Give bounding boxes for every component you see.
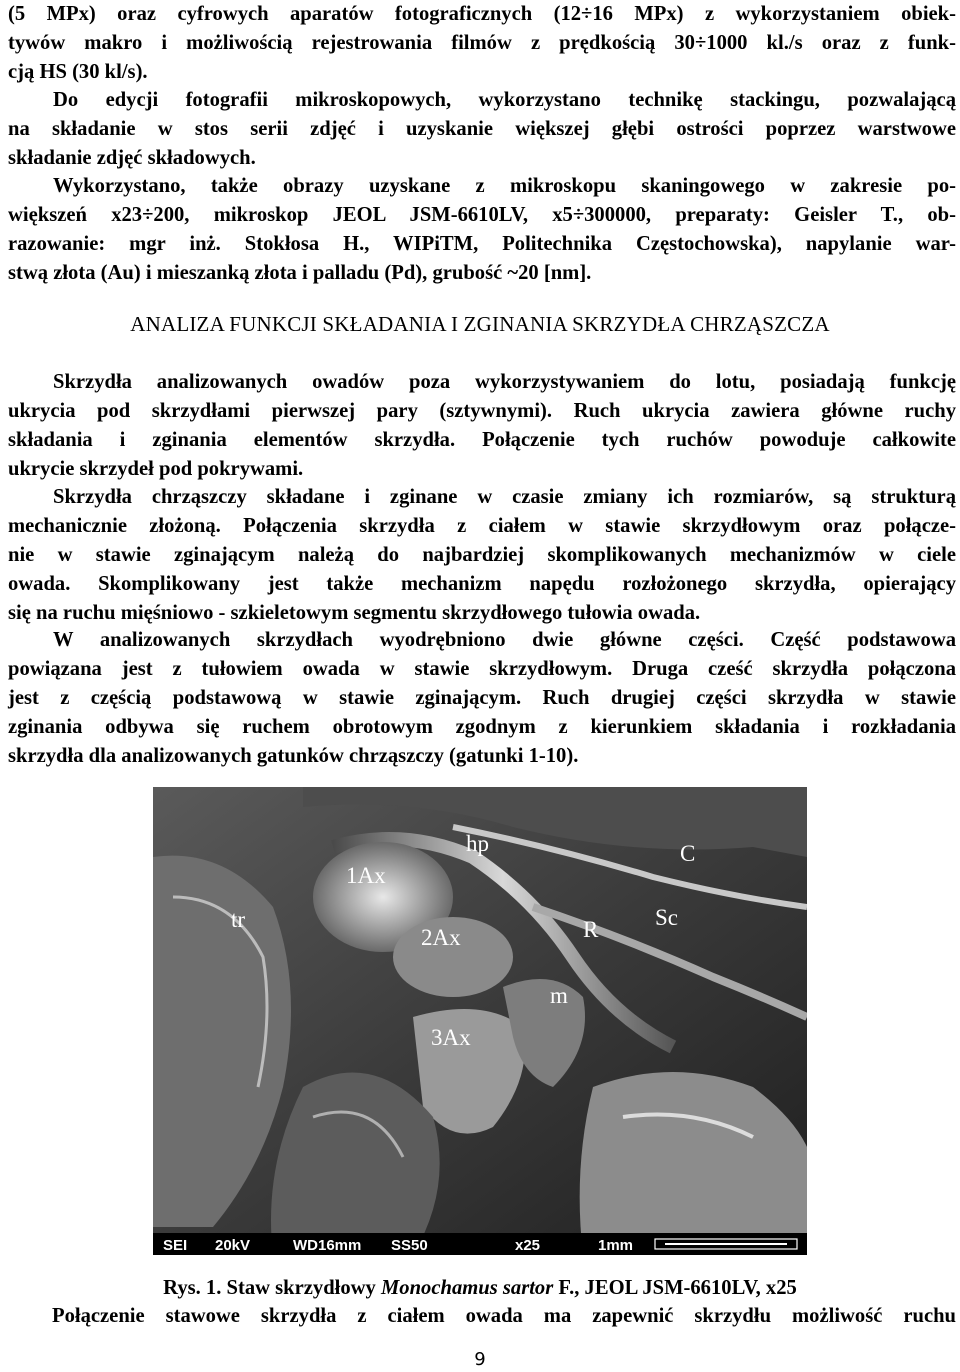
text-line: jest z częścią podstawową w stawie zginającym. Ruch drugiej części skrzydła w stawie <box>8 686 956 709</box>
figure-caption <box>0 1277 960 1300</box>
text-line: cją HS (30 kl/s). <box>8 60 148 83</box>
text-line: Skrzydła chrząszczy składane i zginane w czasie zmiany ich rozmiarów, są strukturą <box>53 486 956 508</box>
label-3ax: 3Ax <box>431 1025 471 1050</box>
label-r: R <box>583 917 599 942</box>
paragraph-3 <box>8 626 956 771</box>
paragraph-2 <box>8 483 956 628</box>
text-line: tywów makro i możliwością rejestrowania filmów z prędkością 30÷1000 kl./s oraz z funk- <box>8 31 956 54</box>
text-line: składanie zdjęć składowych. <box>8 146 256 169</box>
caption-species: Monochamus sartor <box>381 1277 554 1299</box>
text-line: razowanie: mgr inż. Stokłosa H., WIPiTM, Politechnika Częstochowska), napylanie war- <box>8 232 956 255</box>
info-mode: SEI <box>163 1237 188 1254</box>
label-m: m <box>550 983 568 1008</box>
text-line: Do edycji fotografii mikroskopowych, wykorzystano technikę stackingu, pozwalającą <box>53 89 956 111</box>
text-line: owada. Skomplikowany jest także mechanizm napędu rozłożonego skrzydła, opierający <box>8 572 956 595</box>
label-c: C <box>680 841 696 866</box>
text-line: (5 MPx) oraz cyfrowych aparatów fotograficznych (12÷16 MPx) z wykorzystaniem obiek- <box>8 3 956 25</box>
text-line: się na ruchu mięśniowo - szkieletowym segmentu skrzydłowego tułowia owada. <box>8 601 701 624</box>
text-line: na składanie w stos serii zdjęć i uzyskanie większej głębi ostrości poprzez warstwowe <box>8 117 956 140</box>
info-scale: 1mm <box>598 1237 634 1254</box>
sem-micrograph-figure <box>153 787 807 1255</box>
sem-info-bar <box>153 1233 807 1255</box>
label-sc: Sc <box>655 905 678 930</box>
text-line: powiązana jest z tułowiem owada w stawie skrzydłowym. Druga cześć skrzydła połączona <box>8 657 956 680</box>
text-line: nie w stawie zginającym należą do najbardziej skomplikowanych mechanizmów w ciele <box>8 543 956 566</box>
info-mag: x25 <box>515 1237 541 1254</box>
info-ss: SS50 <box>391 1237 428 1254</box>
sem-micrograph <box>153 787 807 1255</box>
text-line: zginania odbywa się ruchem obrotowym zgodnym z kierunkiem składania i rozkładania <box>8 715 956 738</box>
caption-prefix: Rys. 1. Staw skrzydłowy <box>163 1277 381 1299</box>
label-1ax: 1Ax <box>346 863 386 888</box>
continuation-line: Połączenie stawowe skrzydła z ciałem owada ma zapewnić skrzydłu możliwość ruchu <box>52 1305 956 1327</box>
caption-suffix: F., JEOL JSM-6610LV, x25 <box>553 1277 797 1299</box>
text-line: W analizowanych skrzydłach wyodrębniono dwie główne części. Część podstawowa <box>53 629 956 651</box>
paragraph-1 <box>8 368 956 484</box>
text-line: mechanicznie złożoną. Połączenia skrzydła z ciałem w stawie skrzydłowym oraz połącze- <box>8 514 956 537</box>
text-line: ukrycia pod skrzydłami pierwszej pary (sztywnymi). Ruch ukrycia zawiera główne ruchy <box>8 399 956 422</box>
page-number: 9 <box>474 1349 486 1370</box>
text-line: Skrzydła analizowanych owadów poza wykorzystywaniem do lotu, posiadają funkcję <box>53 371 956 393</box>
info-voltage: 20kV <box>215 1237 251 1254</box>
paragraph-sem <box>8 172 956 288</box>
info-wd: WD16mm <box>293 1237 362 1254</box>
section-heading: ANALIZA FUNKCJI SKŁADANIA I ZGINANIA SKRZYDŁA CHRZĄSZCZA <box>130 312 830 336</box>
paragraph-top <box>8 0 956 87</box>
text-line: skrzydła dla analizowanych gatunków chrząszczy (gatunki 1-10). <box>8 744 579 767</box>
text-line: składania i zginania elementów skrzydła. Połączenie tych ruchów powoduje całkowite <box>8 428 956 451</box>
paragraph-stacking <box>8 86 956 173</box>
label-hp: hp <box>466 831 489 856</box>
text-line: ukrycie skrzydeł pod pokrywami. <box>8 457 304 480</box>
label-2ax: 2Ax <box>421 925 461 950</box>
text-line: Wykorzystano, także obrazy uzyskane z mikroskopu skaningowego w zakresie po- <box>53 175 956 197</box>
text-line: większeń x23÷200, mikroskop JEOL JSM-6610LV, x5÷300000, preparaty: Geisler T., ob- <box>8 203 956 226</box>
text-line: stwą złota (Au) i mieszanką złota i palladu (Pd), grubość ~20 [nm]. <box>8 261 592 284</box>
label-tr: tr <box>231 907 246 932</box>
